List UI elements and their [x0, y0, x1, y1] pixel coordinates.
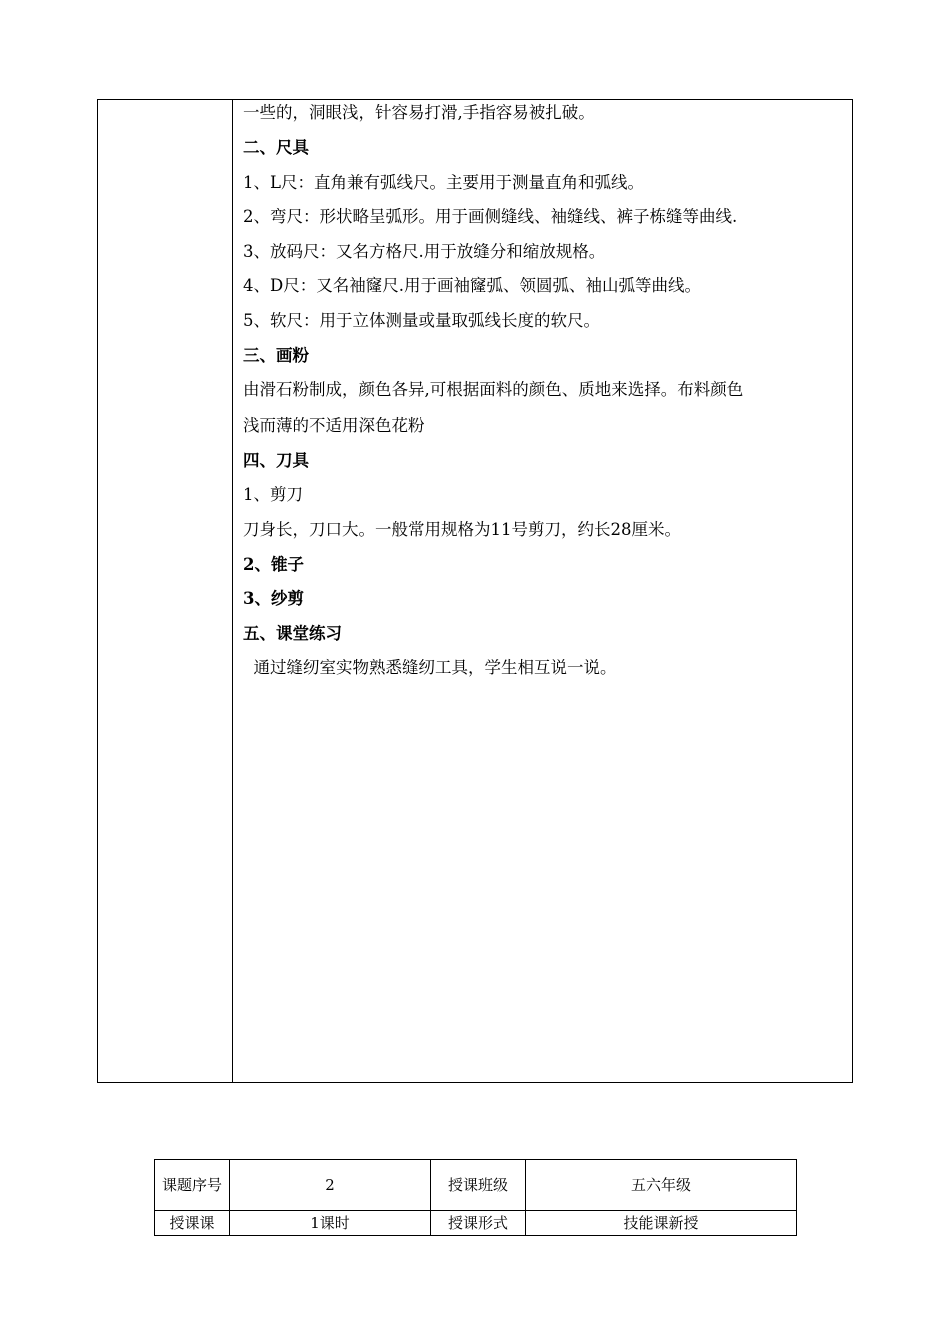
lesson-left-column: [98, 100, 233, 1082]
content-line: 刀身长，刀口大。一般常用规格为11号剪刀，约长28厘米。: [243, 520, 681, 539]
value-class: 五六年级: [526, 1160, 797, 1211]
content-line: 浅而薄的不适用深色花粉: [243, 416, 425, 435]
content-line: 3、放码尺：又名方格尺.用于放缝分和缩放规格。: [243, 242, 606, 261]
content-line: 2、弯尺：形状略呈弧形。用于画侧缝线、袖缝线、裤子栋缝等曲线.: [243, 207, 738, 226]
value-class-hours: 1课时: [230, 1210, 431, 1235]
value-topic-number: 2: [230, 1160, 431, 1211]
content-line: 4、D尺：又名袖窿尺.用于画袖窿弧、领圆弧、袖山弧等曲线。: [243, 276, 701, 295]
label-teaching-form: 授课形式: [431, 1210, 526, 1235]
section-heading-exercise: 五、课堂练习: [243, 624, 342, 643]
lesson-info-table: [154, 1159, 797, 1236]
value-teaching-form: 技能课新授: [526, 1210, 797, 1235]
content-line: 5、软尺：用于立体测量或量取弧线长度的软尺。: [243, 311, 600, 330]
content-line: 由滑石粉制成，颜色各异,可根据面料的颜色、质地来选择。布料颜色: [243, 380, 744, 399]
subheading-thread-snips: 3、纱剪: [243, 589, 304, 608]
section-heading-cutters: 四、刀具: [243, 451, 309, 470]
label-class: 授课班级: [431, 1160, 526, 1211]
content-line: 通过缝纫室实物熟悉缝纫工具，学生相互说一说。: [243, 658, 617, 677]
section-heading-chalk: 三、画粉: [243, 346, 309, 365]
content-line: 1、L尺：直角兼有弧线尺。主要用于测量直角和弧线。: [243, 173, 644, 192]
label-class-hours: 授课课: [155, 1210, 230, 1235]
content-line: 一些的，洞眼浅，针容易打滑,手指容易被扎破。: [243, 103, 595, 122]
section-heading-rulers: 二、尺具: [243, 138, 309, 157]
content-line: 1、剪刀: [243, 485, 303, 504]
lesson-content-table: [97, 99, 853, 1083]
subheading-awl: 2、锥子: [243, 555, 304, 574]
label-topic-number: 课题序号: [155, 1160, 230, 1211]
